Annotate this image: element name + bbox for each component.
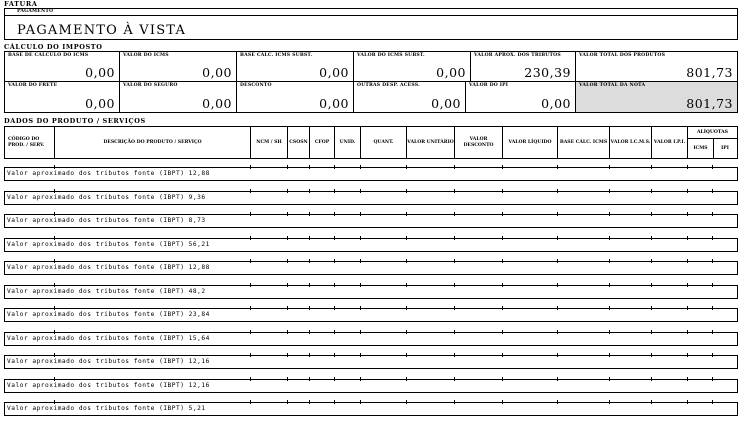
produtos-section-title: DADOS DO PRODUTO / SERVIÇOS <box>4 117 146 125</box>
column-tick <box>687 165 688 169</box>
column-tick <box>454 236 455 240</box>
imposto-value: 801,73 <box>686 96 733 111</box>
column-tick <box>287 377 288 381</box>
column-tick <box>712 259 713 263</box>
column-tick <box>502 353 503 357</box>
header-vunit: VALOR UNITÁRIO <box>406 127 454 158</box>
column-tick <box>502 306 503 310</box>
column-tick <box>309 212 310 216</box>
column-tick <box>360 165 361 169</box>
column-tick <box>609 189 610 193</box>
column-tick <box>687 306 688 310</box>
column-tick <box>54 330 55 334</box>
column-tick <box>250 330 251 334</box>
column-tick <box>360 212 361 216</box>
column-tick <box>651 212 652 216</box>
imposto-value: 0,00 <box>319 65 349 80</box>
header-aliq-icms: ICMS <box>688 139 714 158</box>
product-row <box>4 262 738 275</box>
imposto-cell <box>470 52 575 81</box>
column-tick <box>334 189 335 193</box>
column-tick <box>687 259 688 263</box>
header-aliquotas <box>687 127 737 158</box>
column-tick <box>334 165 335 169</box>
column-tick <box>454 400 455 404</box>
column-tick <box>454 165 455 169</box>
column-tick <box>309 189 310 193</box>
imposto-label: BASE DE CÁLCULO DO ICMS <box>8 53 89 58</box>
product-row <box>4 286 738 299</box>
column-tick <box>54 236 55 240</box>
imposto-cell <box>575 52 737 81</box>
column-tick <box>334 353 335 357</box>
column-tick <box>609 353 610 357</box>
imposto-cell <box>236 52 353 81</box>
header-codigo: CÓDIGO DO PROD. / SERV. <box>8 136 45 148</box>
column-tick <box>54 189 55 193</box>
product-row <box>4 168 738 181</box>
column-tick <box>360 353 361 357</box>
column-tick <box>360 330 361 334</box>
imposto-value: 0,00 <box>85 96 115 111</box>
column-tick <box>651 330 652 334</box>
imposto-value: 801,73 <box>686 65 733 80</box>
column-tick <box>309 259 310 263</box>
column-tick <box>454 330 455 334</box>
column-tick <box>406 330 407 334</box>
column-tick <box>287 353 288 357</box>
product-row <box>4 192 738 205</box>
imposto-label: VALOR DO IPI <box>469 83 509 88</box>
column-tick <box>609 306 610 310</box>
column-tick <box>687 189 688 193</box>
product-row <box>4 403 738 416</box>
column-tick <box>54 165 55 169</box>
column-tick <box>250 236 251 240</box>
column-tick <box>502 236 503 240</box>
column-tick <box>687 236 688 240</box>
imposto-label: VALOR APROX. DOS TRIBUTOS <box>474 53 561 58</box>
column-tick <box>454 189 455 193</box>
column-tick <box>651 165 652 169</box>
imposto-cell <box>119 52 236 81</box>
column-tick <box>309 377 310 381</box>
column-tick <box>406 212 407 216</box>
column-tick <box>502 212 503 216</box>
column-tick <box>687 283 688 287</box>
column-tick <box>287 212 288 216</box>
pagamento-value: PAGAMENTO À VISTA <box>17 23 187 38</box>
header-aliq-ipi: IPI <box>721 145 729 151</box>
imposto-value: 0,00 <box>202 65 232 80</box>
imposto-label: OUTRAS DESP. ACESS. <box>357 83 420 88</box>
column-tick <box>454 212 455 216</box>
product-row-text: Valor aproximado dos tributos fonte (IBPT) 9,36 <box>7 194 206 201</box>
imposto-label: VALOR DO ICMS <box>123 53 169 58</box>
product-row-text: Valor aproximado dos tributos fonte (IBPT) 12,16 <box>7 382 210 389</box>
column-tick <box>406 377 407 381</box>
column-tick <box>557 212 558 216</box>
column-tick <box>712 353 713 357</box>
imposto-label: VALOR TOTAL DA NOTA <box>579 83 646 88</box>
column-tick <box>609 283 610 287</box>
column-tick <box>54 400 55 404</box>
column-tick <box>687 400 688 404</box>
total-nota-cell <box>575 82 737 112</box>
product-row-text: Valor aproximado dos tributos fonte (IBPT) 15,64 <box>7 335 210 342</box>
header-vipi: VALOR I.P.I. <box>651 127 687 158</box>
column-tick <box>651 400 652 404</box>
column-tick <box>502 283 503 287</box>
column-tick <box>609 212 610 216</box>
imposto-row-1 <box>4 51 738 82</box>
header-ncm: NCM / SH <box>250 127 287 158</box>
imposto-label: VALOR DO FRETE <box>8 83 58 88</box>
column-tick <box>454 377 455 381</box>
imposto-value: 0,00 <box>431 96 461 111</box>
imposto-value: 0,00 <box>541 96 571 111</box>
column-tick <box>334 330 335 334</box>
imposto-label: VALOR TOTAL DOS PRODUTOS <box>579 53 666 58</box>
column-tick <box>54 259 55 263</box>
column-tick <box>454 306 455 310</box>
product-row <box>4 239 738 252</box>
column-tick <box>309 400 310 404</box>
imposto-label: VALOR DO SEGURO <box>123 83 178 88</box>
column-tick <box>557 377 558 381</box>
column-tick <box>687 330 688 334</box>
imposto-label: VALOR DO ICMS SUBST. <box>357 53 425 58</box>
product-row <box>4 356 738 369</box>
product-row-text: Valor aproximado dos tributos fonte (IBPT) 48,2 <box>7 288 206 295</box>
column-tick <box>287 236 288 240</box>
column-tick <box>712 400 713 404</box>
column-tick <box>334 400 335 404</box>
imposto-cell <box>236 82 353 112</box>
column-tick <box>287 330 288 334</box>
imposto-cell <box>119 82 236 112</box>
column-tick <box>454 283 455 287</box>
imposto-value: 0,00 <box>319 96 349 111</box>
column-tick <box>250 259 251 263</box>
column-tick <box>406 259 407 263</box>
column-tick <box>287 283 288 287</box>
pagamento-label: PAGAMENTO <box>17 9 54 14</box>
imposto-value: 0,00 <box>85 65 115 80</box>
header-descricao: DESCRIÇÃO DO PRODUTO / SERVIÇO <box>54 127 250 158</box>
column-tick <box>406 306 407 310</box>
column-tick <box>651 189 652 193</box>
column-tick <box>687 353 688 357</box>
column-tick <box>309 283 310 287</box>
imposto-cell <box>5 52 119 81</box>
column-tick <box>309 306 310 310</box>
column-tick <box>651 306 652 310</box>
column-tick <box>406 400 407 404</box>
column-tick <box>454 353 455 357</box>
column-tick <box>309 165 310 169</box>
fatura-label-bar <box>4 8 738 15</box>
imposto-value: 0,00 <box>202 96 232 111</box>
header-vdesc: VALOR DESCONTO <box>454 127 502 158</box>
imposto-value: 230,39 <box>524 65 571 80</box>
column-tick <box>502 165 503 169</box>
header-csosn: CSOSN <box>287 127 309 158</box>
column-tick <box>250 306 251 310</box>
product-row-text: Valor aproximado dos tributos fonte (IBPT) 56,21 <box>7 241 210 248</box>
column-tick <box>609 330 610 334</box>
column-tick <box>687 377 688 381</box>
header-bcicms: BASE CÁLC. ICMS <box>557 127 609 158</box>
column-tick <box>334 236 335 240</box>
column-tick <box>609 165 610 169</box>
column-tick <box>609 377 610 381</box>
imposto-cell <box>5 82 119 112</box>
column-tick <box>712 330 713 334</box>
column-tick <box>651 353 652 357</box>
product-row-text: Valor aproximado dos tributos fonte (IBPT) 8,73 <box>7 217 206 224</box>
header-vliq: VALOR LÍQUIDO <box>502 127 557 158</box>
imposto-value: 0,00 <box>436 65 466 80</box>
column-tick <box>502 259 503 263</box>
column-tick <box>250 353 251 357</box>
imposto-label: DESCONTO <box>240 83 272 88</box>
column-tick <box>557 259 558 263</box>
pagamento-box <box>4 15 738 40</box>
column-tick <box>712 306 713 310</box>
column-tick <box>334 283 335 287</box>
product-row-text: Valor aproximado dos tributos fonte (IBPT) 12,16 <box>7 358 210 365</box>
column-tick <box>557 353 558 357</box>
column-tick <box>250 212 251 216</box>
column-tick <box>406 189 407 193</box>
product-row <box>4 215 738 228</box>
column-tick <box>712 189 713 193</box>
column-tick <box>502 400 503 404</box>
column-tick <box>406 283 407 287</box>
column-tick <box>287 400 288 404</box>
column-tick <box>502 330 503 334</box>
column-tick <box>309 353 310 357</box>
column-tick <box>54 283 55 287</box>
imposto-cell <box>353 52 470 81</box>
column-tick <box>712 165 713 169</box>
column-tick <box>360 377 361 381</box>
column-tick <box>557 283 558 287</box>
column-tick <box>360 306 361 310</box>
column-tick <box>334 377 335 381</box>
product-row-text: Valor aproximado dos tributos fonte (IBPT) 12,88 <box>7 264 210 271</box>
column-tick <box>557 400 558 404</box>
column-tick <box>557 236 558 240</box>
column-tick <box>360 189 361 193</box>
imposto-section-title: CÁLCULO DO IMPOSTO <box>4 43 103 51</box>
column-tick <box>651 283 652 287</box>
column-tick <box>406 353 407 357</box>
column-tick <box>250 400 251 404</box>
imposto-label: BASE CÁLC. ICMS SUBST. <box>240 53 313 58</box>
column-tick <box>609 259 610 263</box>
column-tick <box>609 236 610 240</box>
column-tick <box>557 306 558 310</box>
column-tick <box>250 377 251 381</box>
header-aliq-title: ALÍQUOTAS <box>688 127 737 139</box>
column-tick <box>687 212 688 216</box>
column-tick <box>557 165 558 169</box>
column-tick <box>406 165 407 169</box>
header-quant: QUANT. <box>360 127 406 158</box>
column-tick <box>250 165 251 169</box>
column-tick <box>54 306 55 310</box>
column-tick <box>651 259 652 263</box>
column-tick <box>54 212 55 216</box>
column-tick <box>712 377 713 381</box>
imposto-cell <box>465 82 575 112</box>
header-cfop: CFOP <box>309 127 334 158</box>
column-tick <box>651 236 652 240</box>
product-row-text: Valor aproximado dos tributos fonte (IBPT) 5,21 <box>7 405 206 412</box>
imposto-row-2 <box>4 81 738 113</box>
column-tick <box>309 330 310 334</box>
column-tick <box>360 259 361 263</box>
column-tick <box>557 330 558 334</box>
column-tick <box>712 212 713 216</box>
column-tick <box>712 236 713 240</box>
column-tick <box>250 283 251 287</box>
column-tick <box>502 377 503 381</box>
product-row-text: Valor aproximado dos tributos fonte (IBPT) 23,84 <box>7 311 210 318</box>
column-tick <box>360 400 361 404</box>
column-tick <box>406 236 407 240</box>
product-row <box>4 309 738 322</box>
header-vicms: VALOR I.C.M.S. <box>609 127 651 158</box>
column-tick <box>454 259 455 263</box>
product-row <box>4 333 738 346</box>
column-tick <box>287 259 288 263</box>
column-tick <box>54 377 55 381</box>
column-tick <box>557 189 558 193</box>
column-tick <box>287 306 288 310</box>
column-tick <box>360 283 361 287</box>
column-tick <box>609 400 610 404</box>
imposto-cell <box>353 82 465 112</box>
column-tick <box>287 165 288 169</box>
product-row-text: Valor aproximado dos tributos fonte (IBPT) 12,88 <box>7 170 210 177</box>
column-tick <box>360 236 361 240</box>
column-tick <box>502 189 503 193</box>
product-row <box>4 380 738 393</box>
fatura-section-title: FATURA <box>4 0 38 8</box>
column-tick <box>712 283 713 287</box>
column-tick <box>334 306 335 310</box>
column-tick <box>334 212 335 216</box>
column-tick <box>309 236 310 240</box>
column-tick <box>54 353 55 357</box>
produtos-header <box>4 126 738 159</box>
column-tick <box>334 259 335 263</box>
column-tick <box>651 377 652 381</box>
column-tick <box>287 189 288 193</box>
column-tick <box>250 189 251 193</box>
header-unid: UNID. <box>334 127 360 158</box>
